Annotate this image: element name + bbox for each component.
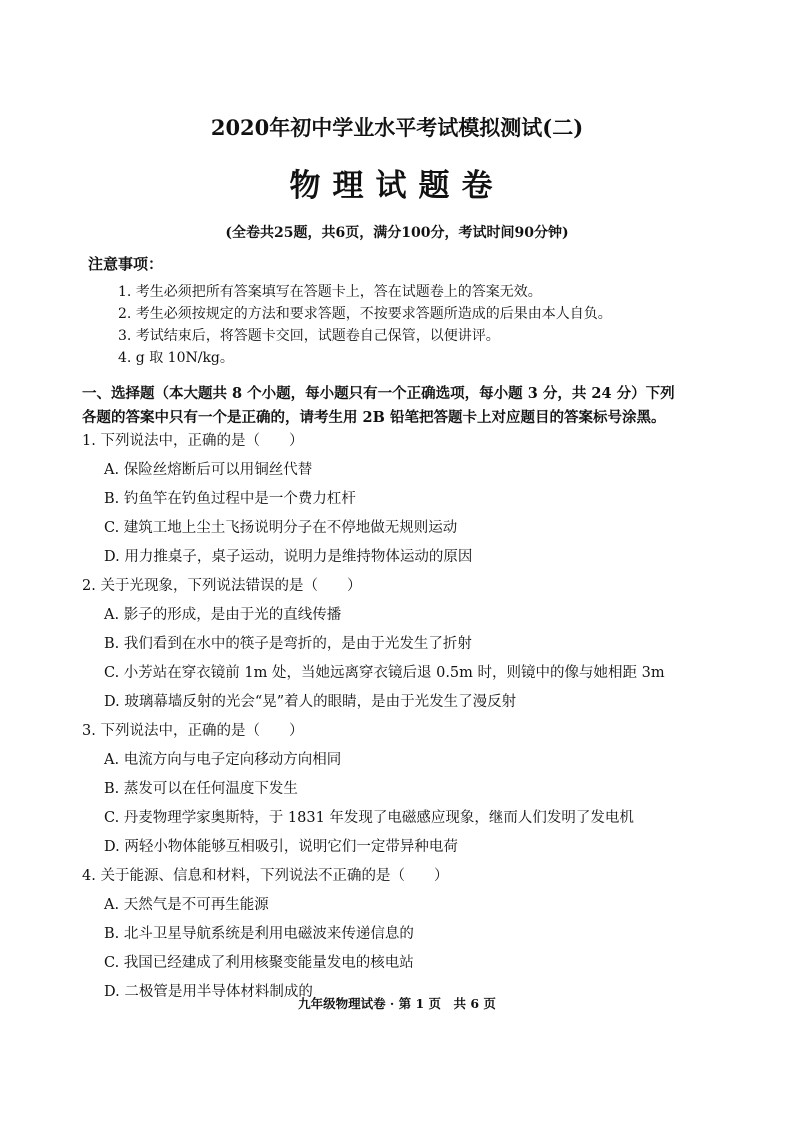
question-list [82,430,722,1010]
section-heading-line: 各题的答案中只有一个是正确的，请考生用 2B 铅笔把答题卡上对应题目的答案标号涂黑。 [82,409,666,426]
notice-item: 2. 考生必须按规定的方法和要求答题，不按要求答题所造成的后果由本人自负。 [118,306,612,322]
question [82,720,722,865]
section-heading-line: 一、选择题（本大题共 8 个小题，每小题只有一个正确选项，每小题 3 分，共 24 分）下列 [82,385,675,402]
question-option: B. 蒸发可以在任何温度下发生 [104,781,298,797]
question-option: C. 我国已经建成了利用核聚变能量发电的核电站 [104,955,414,971]
question-option: A. 保险丝熔断后可以用铜丝代替 [104,462,313,478]
question-option: B. 我们看到在水中的筷子是弯折的，是由于光发生了折射 [104,636,472,652]
subject-title: 物理试题卷 [289,168,505,204]
question [82,865,722,1010]
notice-list [118,281,612,369]
question-stem: 3. 下列说法中，正确的是（ ） [82,723,304,739]
notice-heading: 注意事项： [88,255,164,273]
question-stem: 1. 下列说法中，正确的是（ ） [82,433,304,449]
notice-item: 1. 考生必须把所有答案填写在答题卡上，答在试题卷上的答案无效。 [118,284,542,300]
notice-item: 3. 考试结束后，将答题卡交回，试题卷自己保管，以便讲评。 [118,328,500,344]
question-option: B. 北斗卫星导航系统是利用电磁波来传递信息的 [104,926,414,942]
question-option: D. 二极管是用半导体材料制成的 [104,984,313,1000]
section-heading [82,382,707,430]
question-option: C. 丹麦物理学家奥斯特，于 1831 年发现了电磁感应现象，继而人们发明了发电机 [104,810,634,826]
question-option: C. 小芳站在穿衣镜前 1m 处，当她远离穿衣镜后退 0.5m 时，则镜中的像与她相距 3m [104,665,665,681]
question-option: D. 玻璃幕墙反射的光会“晃”着人的眼睛，是由于光发生了漫反射 [104,694,517,710]
notice-item: 4. g 取 10N/kg。 [118,350,234,366]
page-footer: 九年级物理试卷 · 第 1 页 共 6 页 [298,996,496,1011]
question-stem: 2. 关于光现象，下列说法错误的是（ ） [82,578,362,594]
question-option: C. 建筑工地上尘土飞扬说明分子在不停地做无规则运动 [104,520,458,536]
question-option: A. 电流方向与电子定向移动方向相同 [104,752,342,768]
question [82,430,722,575]
question-stem: 4. 关于能源、信息和材料，下列说法不正确的是（ ） [82,868,449,884]
exam-title: 2020年初中学业水平考试模拟测试(二) [210,115,584,140]
question-option: A. 天然气是不可再生能源 [104,897,269,913]
question-option: D. 用力推桌子，桌子运动，说明力是维持物体运动的原因 [104,549,473,565]
question-option: B. 钓鱼竿在钓鱼过程中是一个费力杠杆 [104,491,356,507]
question-option: D. 两轻小物体能够互相吸引，说明它们一定带异种电荷 [104,839,458,855]
exam-info: (全卷共25题，共6页，满分100分，考试时间90分钟) [225,225,569,241]
question [82,575,722,720]
question-option: A. 影子的形成，是由于光的直线传播 [104,607,342,623]
